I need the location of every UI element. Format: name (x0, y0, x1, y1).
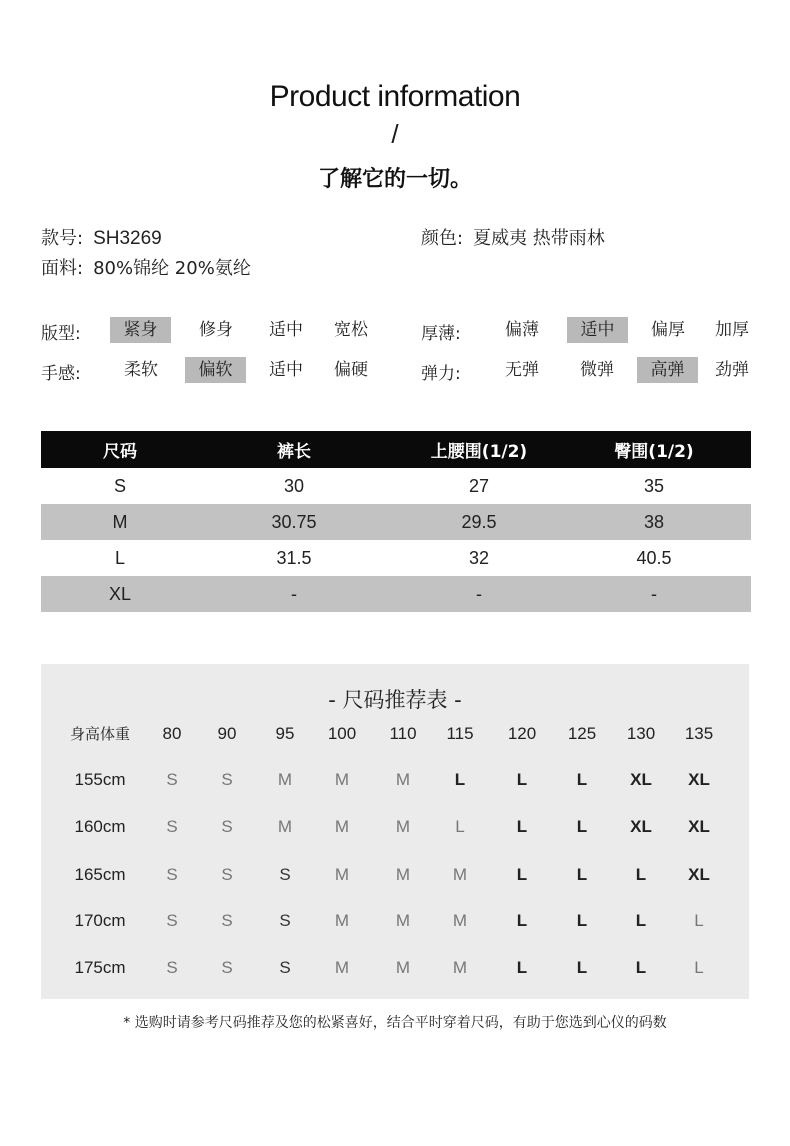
recommended-size: M (395, 865, 411, 884)
recommended-size: M (277, 817, 293, 836)
title-chinese: 了解它的一切。 (317, 167, 472, 192)
stretch-option-high: 高弹 (637, 357, 698, 383)
feel-option-soft: 柔软 (124, 360, 158, 380)
height-label: 170cm (74, 911, 126, 930)
recommended-size: L (576, 865, 588, 884)
fit-option-slim: 修身 (199, 320, 233, 340)
weight-header: 100 (327, 724, 357, 743)
recommended-size: S (221, 770, 233, 789)
thickness-label: 厚薄: (421, 324, 461, 344)
recommended-size: S (166, 958, 178, 977)
cell: - (291, 583, 297, 604)
cell: 40.5 (636, 547, 672, 568)
cell: 29.5 (461, 511, 497, 532)
recommended-size: M (334, 958, 350, 977)
recommended-size: XL (688, 817, 710, 836)
cell: 30 (283, 475, 305, 496)
cell: 38 (643, 511, 665, 532)
cell: 27 (468, 475, 490, 496)
table-row (41, 504, 751, 540)
weight-header: 90 (217, 724, 237, 743)
height-label: 160cm (74, 817, 126, 836)
recommended-size: M (277, 770, 293, 789)
feel-option-medium: 适中 (269, 360, 303, 380)
thickness-option-thick: 偏厚 (651, 320, 685, 340)
thickness-option-extra-thick: 加厚 (715, 320, 749, 340)
cell: - (651, 583, 657, 604)
recommended-size: L (516, 958, 528, 977)
table-row (41, 540, 751, 576)
title-english: Product information (269, 80, 521, 113)
recommended-size: S (166, 911, 178, 930)
cell: 32 (468, 547, 490, 568)
cell: - (476, 583, 482, 604)
recommended-size: L (455, 817, 465, 836)
recommended-size: L (694, 911, 704, 930)
recommendation-title: - 尺码推荐表 - (328, 688, 462, 712)
cell: 31.5 (276, 547, 312, 568)
thickness-option-thin: 偏薄 (505, 320, 539, 340)
recommended-size: S (279, 865, 291, 884)
stretch-option-slight: 微弹 (580, 360, 614, 380)
recommended-size: S (221, 865, 233, 884)
recommended-size: M (334, 911, 350, 930)
recommended-size: XL (630, 817, 652, 836)
recommended-size: XL (630, 770, 652, 789)
height-label: 155cm (74, 770, 126, 789)
recommended-size: L (516, 865, 528, 884)
weight-header: 80 (162, 724, 182, 743)
recommended-size: L (576, 958, 588, 977)
height-label: 175cm (74, 958, 126, 977)
color-label: 颜色: (421, 228, 464, 249)
header-size: 尺码 (103, 442, 137, 462)
header-hip: 臀围(1/2) (614, 442, 694, 462)
recommended-size: S (221, 911, 233, 930)
style-number-label: 款号: (41, 228, 84, 249)
stretch-option-super: 劲弹 (715, 360, 749, 380)
recommended-size: M (452, 911, 468, 930)
color-info (421, 224, 605, 250)
recommended-size: M (395, 817, 411, 836)
height-label: 165cm (74, 865, 126, 884)
title-divider-slash: / (391, 119, 399, 149)
recommended-size: S (166, 865, 178, 884)
thickness-option-medium: 适中 (567, 317, 628, 343)
header-waist: 上腰围(1/2) (430, 442, 528, 462)
weight-header: 120 (507, 724, 537, 743)
recommended-size: L (516, 911, 528, 930)
cell: 35 (643, 475, 665, 496)
weight-header: 135 (684, 724, 714, 743)
recommended-size: XL (688, 770, 710, 789)
stretch-option-none: 无弹 (505, 360, 539, 380)
feel-option-slightly-soft: 偏软 (185, 357, 246, 383)
recommended-size: L (516, 770, 528, 789)
recommended-size: M (395, 958, 411, 977)
recommended-size: M (334, 865, 350, 884)
cell: XL (108, 583, 132, 604)
recommended-size: L (576, 817, 588, 836)
recommended-size: L (576, 770, 588, 789)
recommended-size: L (635, 911, 647, 930)
weight-header: 130 (626, 724, 656, 743)
color-value: 夏威夷 热带雨林 (473, 228, 605, 249)
cell: M (112, 511, 128, 532)
fit-option-loose: 宽松 (334, 320, 368, 340)
height-weight-header: 身高体重 (69, 725, 130, 743)
size-table-header (41, 431, 751, 468)
recommended-size: S (221, 817, 233, 836)
style-number-value: SH3269 (93, 228, 162, 249)
recommended-size: L (516, 817, 528, 836)
recommended-size: M (395, 770, 411, 789)
feel-option-stiff: 偏硬 (334, 360, 368, 380)
cell: S (113, 475, 126, 496)
feel-label: 手感: (41, 364, 81, 384)
cell: 30.75 (271, 511, 317, 532)
recommended-size: L (694, 958, 704, 977)
cell: L (114, 547, 125, 568)
recommended-size: M (395, 911, 411, 930)
recommended-size: S (166, 817, 178, 836)
recommended-size: S (166, 770, 178, 789)
fabric-info (41, 254, 251, 280)
recommended-size: M (334, 817, 350, 836)
style-number (41, 224, 162, 250)
table-row (41, 576, 751, 612)
recommended-size: M (452, 865, 468, 884)
fit-label: 版型: (41, 324, 81, 344)
fit-option-tight: 紧身 (110, 317, 171, 343)
recommended-size: L (576, 911, 588, 930)
weight-header: 95 (275, 724, 295, 743)
recommended-size: L (454, 770, 466, 789)
weight-header: 115 (446, 724, 474, 743)
fabric-label: 面料: (41, 258, 84, 279)
recommended-size: L (635, 865, 647, 884)
recommended-size: XL (688, 865, 710, 884)
fit-option-regular: 适中 (269, 320, 303, 340)
weight-header: 125 (567, 724, 597, 743)
recommended-size: M (334, 770, 350, 789)
header-length: 裤长 (277, 442, 311, 462)
recommended-size: L (635, 958, 647, 977)
recommended-size: S (279, 911, 291, 930)
table-row (41, 468, 751, 504)
stretch-label: 弹力: (421, 364, 461, 384)
size-table (41, 431, 751, 612)
recommended-size: M (452, 958, 468, 977)
fabric-value: 80%锦纶 20%氨纶 (93, 258, 251, 279)
weight-header: 110 (389, 724, 417, 743)
recommended-size: S (221, 958, 233, 977)
size-recommendation-panel (41, 664, 749, 999)
recommended-size: S (279, 958, 291, 977)
footnote: * 选购时请参考尺码推荐及您的松紧喜好，结合平时穿着尺码，有助于您选到心仪的码数 (123, 1015, 667, 1031)
